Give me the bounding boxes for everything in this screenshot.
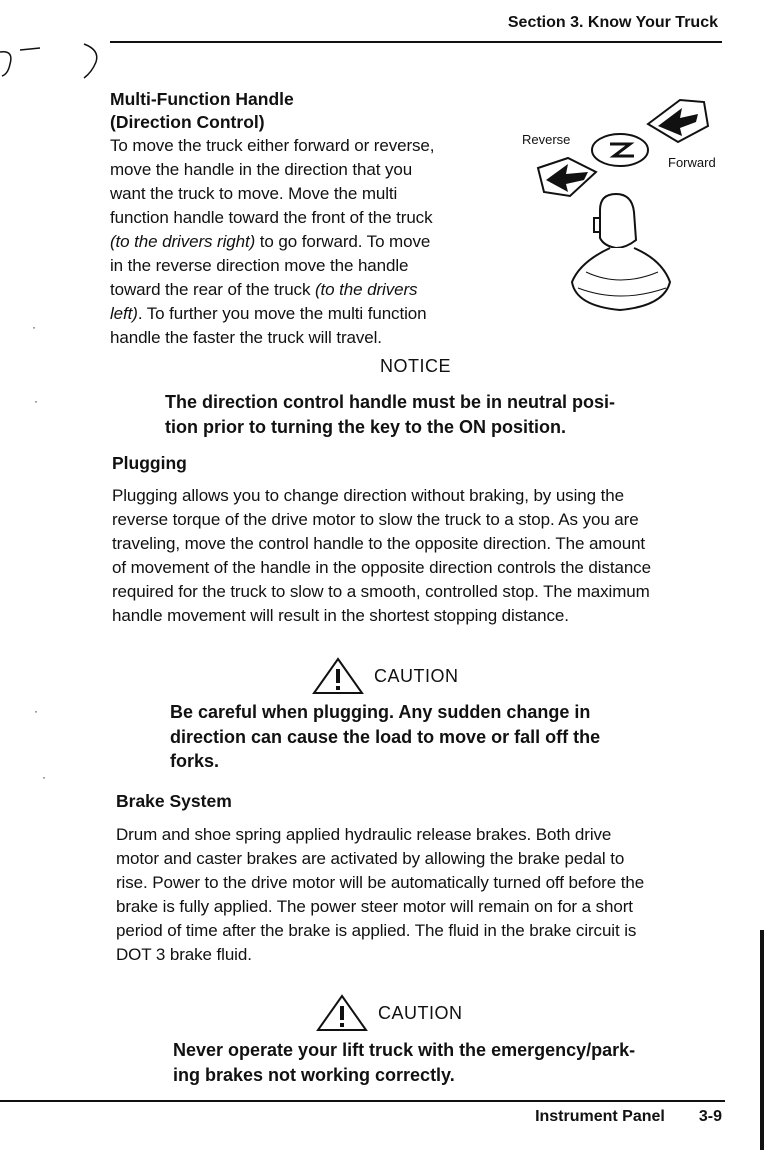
text-line: in the reverse direction move the handle [110,256,409,275]
italic-note: (to the drivers [314,280,418,299]
text-line: period of time after the brake is applied. The fluid in the brake circuit is [116,921,637,940]
text-line: traveling, move the control handle to the opposite direction. The amount [112,534,646,553]
caution-text [170,700,600,774]
italic-note: left) [110,304,138,323]
text-line [110,302,500,326]
forward-label: Forward [668,155,716,170]
warning-triangle-icon [312,657,364,695]
text-line [110,230,500,254]
text-line: reverse torque of the drive motor to slow the truck to a stop. As you are [112,510,639,529]
text-line: Drum and shoe spring applied hydraulic release brakes. Both drive [116,825,612,844]
text-line: move the handle in the direction that you [110,160,413,179]
text-line: Be careful when plugging. Any sudden change in [170,702,591,722]
multi-function-text [110,134,500,350]
caution-heading [316,994,463,1032]
text-line: handle movement will result in the shortest stopping distance. [112,606,569,625]
margin-mark: · [42,770,46,784]
text-line: DOT 3 brake fluid. [116,945,252,964]
text-line: To move the truck either forward or reverse, [110,136,435,155]
text-line: function handle toward the front of the truck [110,208,433,227]
text-line: of movement of the handle in the opposite direction controls the distance [112,558,651,577]
text-line: forks. [170,751,220,771]
text-line: direction can cause the load to move or fall off the [170,726,601,747]
text-line: brake is fully applied. The power steer motor will remain on for a short [116,897,633,916]
caution-label: CAUTION [378,1002,463,1023]
handle-knob-icon [572,194,670,310]
text-line: Never operate your lift truck with the emergency/park- [173,1040,636,1060]
reverse-arrow-icon [538,158,596,196]
page-footer [535,1108,722,1126]
text-line: want the truck to move. Move the multi [110,184,398,203]
text-line: required for the truck to slow to a smooth, controlled stop. The maximum [112,582,650,601]
margin-mark: · [34,704,38,718]
forward-arrow-icon [648,100,708,142]
text-fragment: toward the rear of the truck [110,280,315,299]
multi-function-title: Multi-Function Handle [110,89,294,109]
brake-section [116,790,728,967]
header-rule [110,41,722,43]
footer-chapter: Instrument Panel [535,1108,665,1125]
notice-text [165,390,615,439]
caution-label: CAUTION [374,665,459,686]
margin-mark: · [32,320,36,334]
text-line: motor and caster brakes are activated by allowing the brake pedal to [116,849,625,868]
text-line: handle the faster the truck will travel. [110,328,382,347]
text-line [110,278,500,302]
direction-handle-illustration [530,92,730,322]
text-line: Plugging allows you to change direction without braking, by using the [112,486,624,505]
plugging-section [112,452,724,628]
italic-note: (to the drivers right) [110,232,256,251]
plugging-text [112,484,724,628]
section-header: Section 3. Know Your Truck [507,14,718,31]
notice-label: NOTICE [380,356,452,376]
text-line: tion prior to turning the key to the ON position. [165,416,566,437]
text-line: The direction control handle must be in neutral posi- [165,392,616,412]
multi-function-subtitle: (Direction Control) [110,112,265,132]
scan-edge [760,930,764,1150]
reverse-label: Reverse [522,132,571,147]
brake-title: Brake System [116,791,232,811]
text-line: ing brakes not working correctly. [173,1064,455,1085]
page-corner-mark [0,40,110,80]
footer-rule [0,1100,725,1102]
page-number: 3-9 [698,1108,722,1125]
text-fragment: . To further you move the multi function [137,304,427,323]
caution-heading [312,657,459,695]
multi-function-section [110,88,500,350]
text-line: rise. Power to the drive motor will be automatically turned off before the [116,873,645,892]
brake-text [116,823,728,967]
margin-mark: · [34,394,38,408]
neutral-dial-icon [592,134,648,166]
plugging-title: Plugging [112,453,187,473]
warning-triangle-icon [316,994,368,1032]
caution-text [173,1038,635,1087]
text-fragment: to go forward. To move [255,232,431,251]
